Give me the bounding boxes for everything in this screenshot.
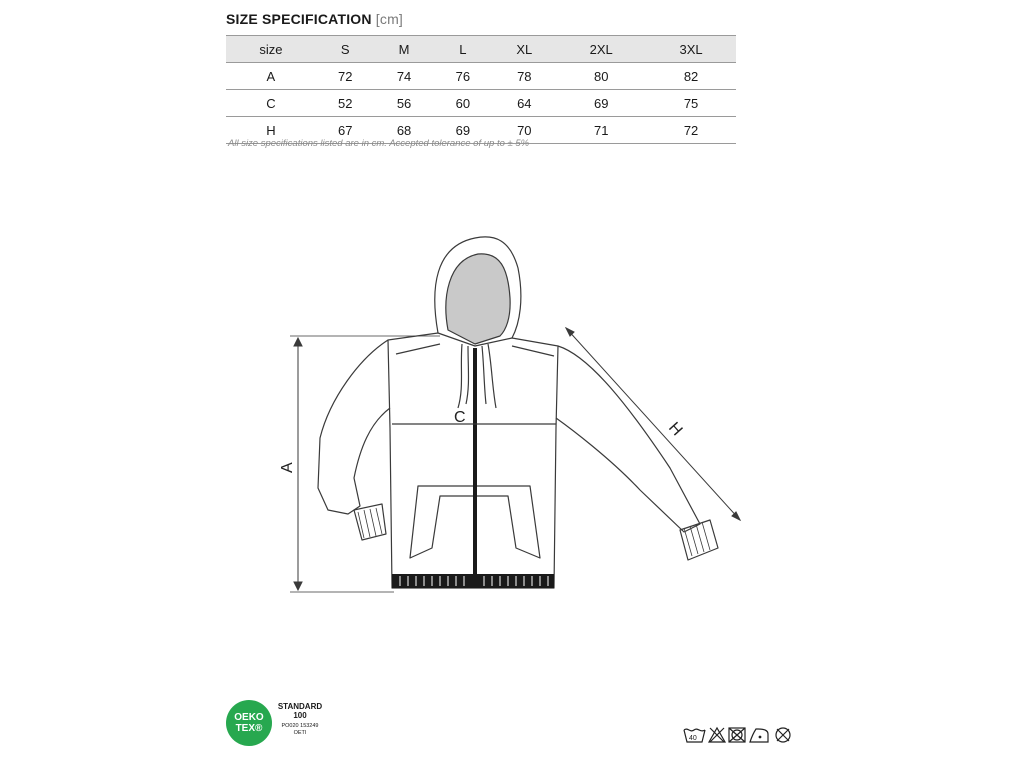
cell-value: 69 (556, 90, 646, 117)
cell-value: 76 (433, 63, 492, 90)
cert-number: PO020 153249 (281, 723, 319, 729)
cell-value: 52 (316, 90, 375, 117)
size-table (226, 35, 736, 144)
measure-h-line (566, 328, 740, 520)
drawstring-left (458, 344, 469, 408)
standard-label (276, 702, 324, 720)
header-size: L (433, 36, 492, 63)
cell-value: 74 (375, 63, 434, 90)
header-size: 2XL (556, 36, 646, 63)
cell-value: 72 (646, 117, 736, 144)
hoodie-diagram (270, 228, 750, 600)
drawstring-right (482, 344, 496, 408)
no-tumble-dry-icon (729, 728, 745, 742)
cell-value: 56 (375, 90, 434, 117)
tolerance-note: All size specifications listed are in cm. Accepted tolerance of up to ± 5% (228, 138, 530, 149)
cell-value: 82 (646, 63, 736, 90)
hood-inner (446, 254, 510, 344)
table-row (226, 90, 736, 117)
left-sleeve (318, 340, 390, 514)
header-size: 3XL (646, 36, 736, 63)
title-unit: [cm] (375, 11, 404, 27)
cell-value: 75 (646, 90, 736, 117)
badge-line1: OEKO (234, 712, 264, 723)
right-sleeve (556, 346, 700, 532)
badge-line2: TEX® (235, 723, 263, 734)
cell-value: 69 (433, 117, 492, 144)
table-row (226, 63, 736, 90)
no-dry-clean-icon (776, 728, 790, 742)
wash-40-icon (684, 729, 705, 742)
label-a: A (279, 462, 296, 473)
standard-line1: STANDARD (277, 702, 323, 711)
label-c: C (454, 409, 466, 426)
no-bleach-icon (709, 728, 725, 742)
cell-value: 68 (375, 117, 434, 144)
header-size: XL (492, 36, 556, 63)
page-title (226, 11, 403, 27)
cell-value: 67 (316, 117, 375, 144)
cell-value: 60 (433, 90, 492, 117)
row-label: H (226, 117, 316, 144)
title-text: SIZE SPECIFICATION (226, 11, 372, 27)
row-label: A (226, 63, 316, 90)
header-size: S (316, 36, 375, 63)
header-size-label: size (226, 36, 316, 63)
oeko-tex-badge (226, 700, 272, 746)
cell-value: 70 (492, 117, 556, 144)
label-h: H (665, 419, 686, 440)
table-header-row (226, 36, 736, 63)
row-label: C (226, 90, 316, 117)
wash-temp: 40 (689, 735, 697, 742)
standard-line2: 100 (293, 711, 307, 720)
zipper (473, 348, 477, 588)
cell-value: 64 (492, 90, 556, 117)
cell-value: 80 (556, 63, 646, 90)
iron-low-icon (750, 729, 768, 742)
right-cuff (680, 520, 718, 560)
cell-value: 72 (316, 63, 375, 90)
cell-value: 71 (556, 117, 646, 144)
certificate-info (276, 723, 324, 737)
header-size: M (375, 36, 434, 63)
cell-value: 78 (492, 63, 556, 90)
care-symbols (682, 724, 806, 746)
cert-institute: OETI (293, 730, 307, 736)
